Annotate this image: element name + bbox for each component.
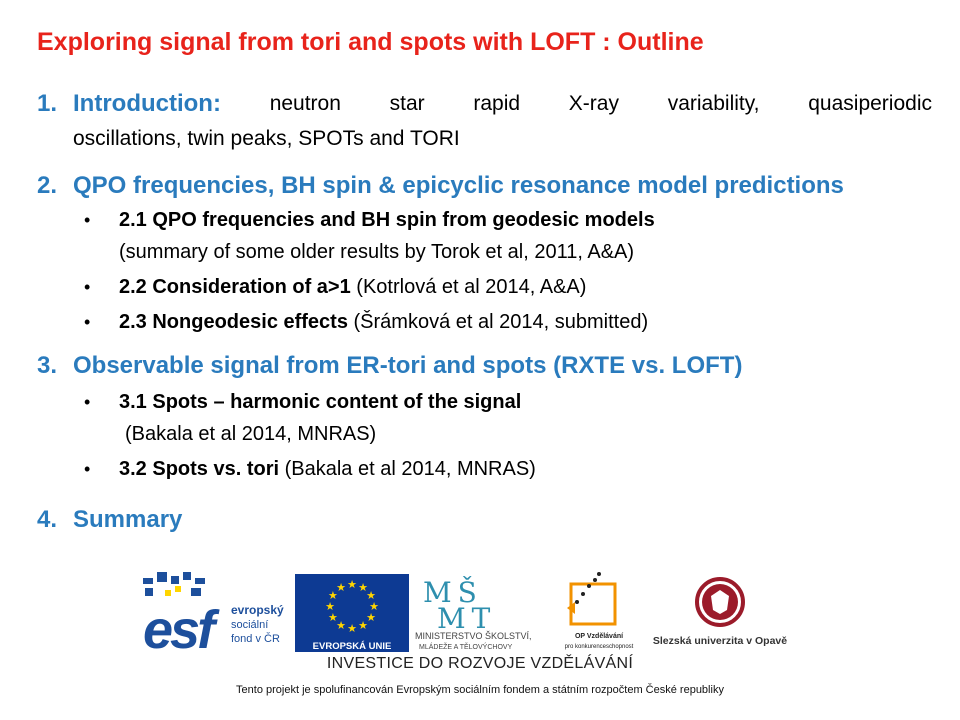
eu-star-icon: ★ [327,590,338,602]
footer-note: Tento projekt je spolufinancován Evropským sociálním fondem a státním rozpočtem České republiky [236,684,724,696]
section-heading: Introduction: [73,90,221,117]
eu-star-icon: ★ [358,620,368,633]
section-number: 3. [37,352,58,379]
eu-star-icon: ★ [325,601,335,613]
section-qpo [37,172,932,338]
section-observable-signal [37,352,932,485]
bullet-item [37,271,932,303]
eu-star-icon: ★ [336,620,346,633]
bullet-bold: 2.1 QPO frequencies and BH spin from geodesic models [119,209,655,231]
intro-line-2: oscillations, twin peaks, SPOTs and TORI [73,127,460,150]
section-number: 1. [37,90,58,117]
bullet-bold: 3.2 Spots vs. tori [119,458,280,480]
bullet-sub: (summary of some older results by Torok et al, 2011, A&A) [119,241,635,263]
section-heading [37,506,932,534]
eu-star-icon: ★ [336,581,346,594]
bullet-item [37,386,932,450]
section-heading [37,352,932,380]
eu-star-icon: ★ [358,581,368,594]
eu-logo [293,572,413,652]
bullet-bold: 2.3 Nongeodesic effects [119,311,348,333]
investice-caption: INVESTICE DO ROZVOJE VZDĚLÁVÁNÍ [326,655,634,672]
msmt-text-2: MLÁDEŽE A TĚLOVÝCHOVY [419,644,513,651]
eu-text: EVROPSKÁ UNIE [312,641,392,652]
section-heading-text: Summary [73,506,183,533]
intro-line-1 [37,86,932,123]
op-vk-logo [561,572,639,654]
bullet-item [37,306,932,338]
eu-star-icon: ★ [366,590,377,602]
esf-text-1: evropský [231,603,284,617]
esf-letters: esf [143,600,213,650]
bullet-rest: (Šrámková et al 2014, submitted) [347,311,649,333]
intro-word: star [389,92,425,115]
sponsor-logos [143,572,803,662]
bullet-sub: (Bakala et al 2014, MNRAS) [125,423,377,445]
slide-title: Exploring signal from tori and spots with LOFT : Outline [37,28,704,56]
bullet-list [37,386,932,485]
bullet-bold: 2.2 Consideration of a>1 [119,276,351,298]
intro-word: neutron [269,92,341,115]
msmt-letters-bottom: MT [437,602,497,635]
bullet-rest: (Kotrlová et al 2014, A&A) [350,276,587,298]
section-heading-text: QPO frequencies, BH spin & epicyclic resonance model predictions [73,172,844,199]
silesian-university-logo [643,572,798,654]
section-number: 4. [37,506,58,533]
bullet-item [37,453,932,485]
msmt-text-1: MINISTERSTVO ŠKOLSTVÍ, [415,631,532,641]
esf-text-2: sociální [231,619,269,631]
esf-logo [143,572,291,650]
section-heading [37,172,932,200]
eu-star-icon: ★ [369,601,379,613]
eu-star-icon: ★ [327,612,338,624]
su-text: Slezská univerzita v Opavě [652,635,788,647]
section-introduction [37,86,932,155]
bullet-bold: 3.1 Spots – harmonic content of the signal [119,391,522,413]
eu-star-icon: ★ [366,612,377,624]
intro-word: quasiperiodic [808,92,932,115]
bullet-list [37,204,932,338]
intro-word: X-ray [568,92,619,115]
bullet-rest: (Bakala et al 2014, MNRAS) [279,458,536,480]
bullet-item [37,204,932,268]
op-text-2: pro konkurenceschopnost [564,644,634,650]
intro-word: rapid [473,92,521,115]
section-summary [37,506,932,534]
msmt-logo [415,572,560,652]
intro-word: variability, [667,92,760,115]
section-number: 2. [37,172,58,199]
eu-star-icon: ★ [347,579,357,591]
esf-text-3: fond v ČR [231,633,280,645]
op-text-1: OP Vzdělávání [574,633,624,640]
section-heading-text: Observable signal from ER-tori and spots (RXTE vs. LOFT) [73,352,743,379]
msmt-letters-top: MŠ [423,576,483,609]
eu-star-icon: ★ [347,623,357,635]
